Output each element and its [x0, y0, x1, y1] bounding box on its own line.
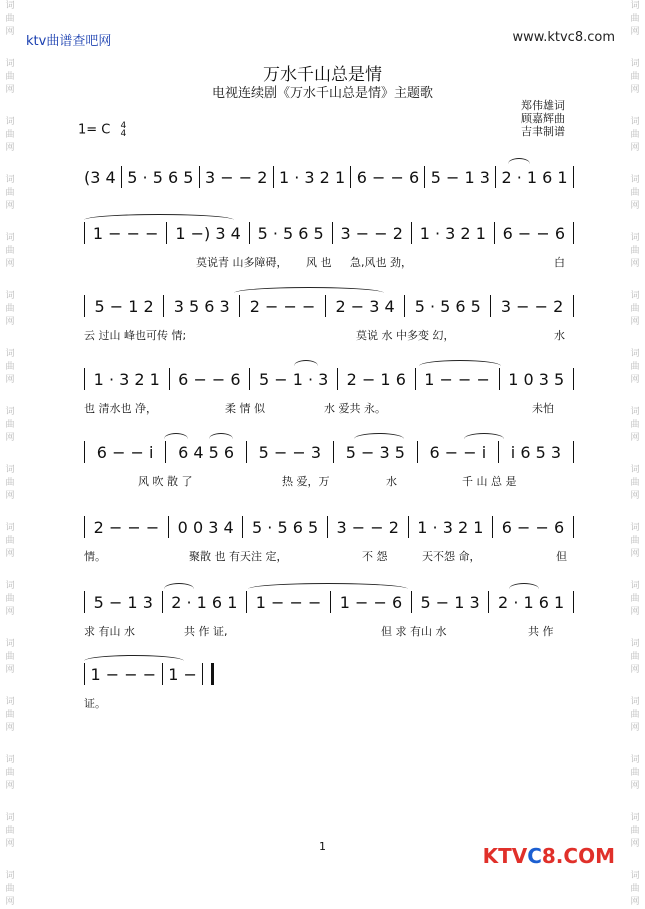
bar-line: [424, 166, 425, 188]
watermark-char: 网: [5, 201, 15, 211]
credits: [521, 99, 565, 138]
watermark-char: 曲: [5, 246, 15, 256]
watermark-char: 曲: [5, 130, 15, 140]
watermark-char: 网: [5, 723, 15, 733]
watermark-char: 曲: [5, 768, 15, 778]
watermark-char: 曲: [630, 594, 640, 604]
watermark-char: 词: [630, 349, 640, 359]
watermark-char: 词: [630, 175, 640, 185]
watermark-char: 曲: [5, 420, 15, 430]
lyric-segment: 风 吹 散 了: [138, 475, 193, 488]
watermark-char: 网: [630, 491, 640, 501]
final-bar-line: [211, 663, 214, 685]
notes-row: [84, 516, 574, 538]
watermark-char: 曲: [5, 826, 15, 836]
watermark-char: 网: [5, 85, 15, 95]
watermark-char: 曲: [5, 652, 15, 662]
lyric-segment: 但: [556, 550, 567, 563]
bar-line: [168, 516, 169, 538]
slur-arc: [248, 583, 408, 589]
watermark-char: 曲: [630, 826, 640, 836]
lyrics-row: [84, 548, 574, 564]
time-bottom: 4: [120, 129, 127, 139]
measure: 1 − − −: [424, 369, 490, 389]
watermark-char: 曲: [5, 536, 15, 546]
watermark-char: 词: [630, 59, 640, 69]
watermark-char: 曲: [630, 246, 640, 256]
measure: 1 − − −: [255, 592, 322, 612]
lyrics-row: [84, 198, 574, 214]
measure: 1 · 3 2 1: [419, 223, 486, 243]
score-line: [84, 214, 574, 294]
lyric-segment: 也 清水也 净，: [84, 402, 157, 415]
watermark-char: 词: [5, 465, 15, 475]
watermark-char: 词: [5, 639, 15, 649]
watermark-char: 网: [630, 201, 640, 211]
watermark-char: 网: [630, 27, 640, 37]
watermark-char: 曲: [630, 536, 640, 546]
measure: 3 − − 2: [340, 223, 403, 243]
bar-line: [162, 591, 163, 613]
measure: 1 −: [168, 664, 197, 684]
bar-line: [84, 295, 85, 317]
watermark-char: 网: [5, 317, 15, 327]
bar-line: [573, 591, 574, 613]
measure: 1 · 3 2 1: [93, 369, 160, 389]
lyric-segment: 风 也: [306, 256, 332, 269]
watermark-char: 词: [630, 1, 640, 11]
slur-arc: [234, 287, 384, 293]
watermark-char: 词: [5, 59, 15, 69]
watermark-char: 网: [630, 897, 640, 907]
watermark-char: 词: [630, 233, 640, 243]
lyric-segment: 热 爱，万: [282, 475, 330, 488]
notes-row: [84, 663, 214, 685]
measure: 5 · 5 6 5: [127, 167, 194, 187]
lyric-segment: 水 爱共 永。: [324, 402, 386, 415]
bar-line: [337, 368, 338, 390]
measure: 3 − − 2: [500, 296, 564, 316]
bar-line: [411, 591, 412, 613]
watermark-char: 网: [5, 665, 15, 675]
lyric-segment: 水: [554, 329, 565, 342]
watermark-char: 网: [5, 839, 15, 849]
watermark-char: 网: [5, 607, 15, 617]
watermark-char: 词: [5, 407, 15, 417]
bar-line: [350, 166, 351, 188]
watermark-char: 网: [630, 375, 640, 385]
watermark-char: 词: [5, 523, 15, 533]
watermark-char: 曲: [5, 188, 15, 198]
measure: 6 − − 6: [178, 369, 241, 389]
watermark-char: 曲: [630, 362, 640, 372]
measure: 5 − 3 5: [345, 442, 405, 462]
bar-line: [332, 222, 333, 244]
bar-line: [333, 441, 334, 463]
bar-line: [84, 368, 85, 390]
bar-line: [325, 295, 326, 317]
measure: 6 − − 6: [356, 167, 420, 187]
watermark-char: 网: [630, 839, 640, 849]
lyric-segment: 但 求 有山 水: [381, 625, 447, 638]
watermark-char: 网: [5, 375, 15, 385]
watermark-char: 曲: [5, 14, 15, 24]
watermark-char: 词: [630, 523, 640, 533]
watermark-char: 曲: [630, 768, 640, 778]
watermark-char: 词: [5, 697, 15, 707]
watermark-char: 词: [630, 581, 640, 591]
lyrics-row: [84, 327, 574, 343]
score-line: [84, 360, 574, 440]
watermark-char: 网: [5, 549, 15, 559]
bar-line: [84, 663, 85, 685]
bar-line: [246, 591, 247, 613]
lyric-segment: 千 山 总 是: [462, 475, 517, 488]
lyric-segment: 求 有山 水: [84, 625, 135, 638]
watermark-char: 网: [630, 723, 640, 733]
bar-line: [84, 441, 85, 463]
bar-line: [202, 663, 203, 685]
measure: 3 5 6 3: [173, 296, 230, 316]
time-top: 4: [120, 121, 127, 131]
bar-line: [499, 368, 500, 390]
key-signature: [78, 122, 126, 138]
watermark-char: 曲: [5, 304, 15, 314]
watermark-char: 网: [630, 607, 640, 617]
notes-row: [84, 368, 574, 390]
watermark-char: 曲: [5, 72, 15, 82]
slur-arc: [508, 158, 530, 164]
lyric-segment: 证。: [84, 697, 106, 710]
notes-row: [84, 591, 574, 613]
composer: 顾嘉辉曲: [521, 112, 565, 125]
bar-line: [404, 295, 405, 317]
measure: 1 − − −: [92, 223, 159, 243]
measure: 2 − − −: [93, 517, 160, 537]
watermark-char: 网: [5, 259, 15, 269]
watermark-char: 曲: [5, 884, 15, 894]
measure: 2 · 1 6 1: [498, 592, 565, 612]
watermark-char: 曲: [5, 478, 15, 488]
bar-line: [494, 222, 495, 244]
bar-line: [165, 441, 166, 463]
watermark-char: 词: [5, 117, 15, 127]
measure: 6 − − i: [96, 442, 154, 462]
measure: 6 − − 6: [502, 223, 566, 243]
lyric-segment: 情。: [84, 550, 106, 563]
song-subtitle: 电视连续剧《万水千山总是情》主题歌: [211, 86, 433, 101]
measure: 2 · 1 6 1: [171, 592, 238, 612]
watermark-char: 网: [630, 143, 640, 153]
bar-line: [84, 516, 85, 538]
measure: 3 − − 2: [204, 167, 268, 187]
measure: 1 · 3 2 1: [278, 167, 346, 187]
watermark-char: 词: [5, 755, 15, 765]
measure: 5 − 1 2: [94, 296, 154, 316]
watermark-char: 网: [5, 143, 15, 153]
bar-line: [573, 166, 574, 188]
slur-arc: [209, 433, 233, 439]
lyric-segment: 柔 情 似: [225, 402, 265, 415]
lyric-segment: 急,风也 劲，: [350, 256, 412, 269]
lyrics-row: [84, 254, 574, 270]
watermark-char: 网: [630, 549, 640, 559]
bar-line: [411, 222, 412, 244]
notes-row: [84, 441, 574, 463]
watermark-char: 词: [630, 407, 640, 417]
site-name-left[interactable]: ktv曲谱查吧网: [26, 34, 112, 49]
bar-line: [84, 222, 85, 244]
watermark-char: 曲: [5, 594, 15, 604]
notes-row: [84, 295, 574, 317]
watermark-char: 词: [5, 233, 15, 243]
bar-line: [330, 591, 331, 613]
site-url-right[interactable]: www.ktvc8.com: [512, 30, 615, 45]
measure: 1 − − −: [90, 664, 157, 684]
slur-arc: [419, 360, 501, 366]
measure: 0 0 3 4: [177, 517, 234, 537]
measure: 6 − − 6: [501, 517, 565, 537]
measure: 1 −) 3 4: [175, 223, 241, 243]
bar-line: [249, 222, 250, 244]
lyric-segment: 天不怨 命，: [422, 550, 481, 563]
bar-line: [249, 368, 250, 390]
bar-line: [239, 295, 240, 317]
bar-line: [573, 295, 574, 317]
bar-line: [327, 516, 328, 538]
measure: 5 − 1 3: [93, 592, 153, 612]
watermark-char: 网: [630, 317, 640, 327]
measure: 1 · 3 2 1: [417, 517, 484, 537]
lyrics-row: [84, 695, 574, 711]
measure: (3 4: [84, 167, 116, 187]
watermark-right: [627, 0, 643, 907]
slur-arc: [354, 433, 404, 439]
time-signature: [121, 122, 127, 138]
measure: i 6 5 3: [510, 442, 562, 462]
bar-line: [199, 166, 200, 188]
measure: 2 · 1 6 1: [501, 167, 568, 187]
slur-arc: [464, 433, 504, 439]
bar-line: [573, 516, 574, 538]
measure: 5 · 5 6 5: [257, 223, 324, 243]
watermark-char: 曲: [5, 710, 15, 720]
score-line: [84, 655, 234, 735]
measure: 5 · 5 6 5: [252, 517, 319, 537]
bar-line: [495, 166, 496, 188]
watermark-char: 词: [5, 175, 15, 185]
watermark-char: 网: [5, 27, 15, 37]
watermark-char: 词: [630, 639, 640, 649]
lyric-segment: 未怕: [532, 402, 554, 415]
bar-line: [415, 368, 416, 390]
score-line: [84, 583, 574, 663]
watermark-char: 网: [630, 85, 640, 95]
notes-row: [84, 222, 574, 244]
bar-line: [573, 368, 574, 390]
ktvc8-logo: [483, 844, 615, 868]
measure: 3 − − 2: [336, 517, 399, 537]
measure: 5 − 1 3: [430, 167, 490, 187]
measure: 6 − − i: [429, 442, 487, 462]
logo-c: C: [527, 844, 542, 868]
watermark-char: 词: [630, 871, 640, 881]
lyric-segment: 水: [386, 475, 397, 488]
lyric-segment: 共 作: [528, 625, 554, 638]
bar-line: [573, 222, 574, 244]
watermark-char: 词: [5, 871, 15, 881]
watermark-char: 曲: [630, 14, 640, 24]
arranger: 吉聿制谱: [521, 125, 565, 138]
bar-line: [498, 441, 499, 463]
watermark-char: 曲: [630, 72, 640, 82]
watermark-char: 词: [5, 581, 15, 591]
measure: 1 0 3 5: [508, 369, 565, 389]
measure: 2 − 1 6: [346, 369, 406, 389]
watermark-char: 词: [630, 291, 640, 301]
score-line: [84, 287, 574, 367]
bar-line: [84, 591, 85, 613]
watermark-char: 曲: [630, 884, 640, 894]
watermark-char: 网: [5, 433, 15, 443]
bar-line: [492, 516, 493, 538]
bar-line: [490, 295, 491, 317]
measure: 6 4 5 6: [178, 442, 235, 462]
lyric-segment: 聚散 也 有天注 定，: [189, 550, 288, 563]
watermark-char: 词: [630, 755, 640, 765]
watermark-char: 曲: [630, 188, 640, 198]
watermark-char: 曲: [630, 652, 640, 662]
measure: 5 · 5 6 5: [414, 296, 481, 316]
page-number: 1: [319, 840, 326, 853]
watermark-char: 词: [630, 117, 640, 127]
lyrics-row: [84, 623, 574, 639]
lyric-segment: 不 怨: [362, 550, 388, 563]
measure: 5 − 1 3: [420, 592, 480, 612]
watermark-char: 网: [630, 665, 640, 675]
bar-line: [121, 166, 122, 188]
watermark-char: 网: [630, 259, 640, 269]
watermark-char: 词: [5, 1, 15, 11]
key-label: 1= C: [78, 122, 111, 138]
watermark-char: 曲: [630, 420, 640, 430]
watermark-char: 网: [5, 897, 15, 907]
slur-arc: [294, 360, 318, 366]
measure: 2 − 3 4: [335, 296, 395, 316]
slur-arc: [84, 214, 234, 220]
measure: 1 − − 6: [339, 592, 403, 612]
watermark-char: 词: [630, 697, 640, 707]
bar-line: [488, 591, 489, 613]
lyric-segment: 莫说青 山多障碍，: [196, 256, 288, 269]
bar-line: [162, 663, 163, 685]
measure: 5 − 1 · 3: [258, 369, 329, 389]
watermark-char: 词: [5, 813, 15, 823]
logo-rest: 8.COM: [541, 844, 615, 868]
watermark-char: 曲: [630, 478, 640, 488]
bar-line: [169, 368, 170, 390]
measure: 5 − − 3: [258, 442, 322, 462]
lyric-segment: 云 过山 峰也可传 情;: [84, 329, 187, 342]
lyricist: 郑伟雄词: [521, 99, 565, 112]
watermark-char: 词: [630, 465, 640, 475]
watermark-char: 网: [5, 491, 15, 501]
watermark-char: 网: [630, 781, 640, 791]
watermark-char: 曲: [630, 130, 640, 140]
bar-line: [246, 441, 247, 463]
lyric-segment: 白: [554, 256, 565, 269]
slur-arc: [164, 583, 194, 589]
lyric-segment: 莫说 水 中多变 幻，: [356, 329, 455, 342]
bar-line: [273, 166, 274, 188]
watermark-char: 曲: [630, 304, 640, 314]
score-line: [84, 433, 574, 513]
score-line: [84, 508, 574, 588]
watermark-char: 曲: [630, 710, 640, 720]
notes-row: [84, 166, 574, 188]
slur-arc: [164, 433, 188, 439]
lyric-segment: 共 作 证,: [184, 625, 228, 638]
bar-line: [573, 441, 574, 463]
watermark-left: [2, 0, 18, 907]
watermark-char: 网: [5, 781, 15, 791]
bar-line: [417, 441, 418, 463]
watermark-char: 词: [5, 291, 15, 301]
measure: 2 − − −: [249, 296, 316, 316]
song-title: 万水千山总是情: [263, 65, 382, 85]
bar-line: [242, 516, 243, 538]
watermark-char: 词: [630, 813, 640, 823]
logo-main: KTV: [482, 844, 528, 868]
bar-line: [166, 222, 167, 244]
watermark-char: 曲: [5, 362, 15, 372]
lyrics-row: [84, 473, 574, 489]
bar-line: [408, 516, 409, 538]
slur-arc: [509, 583, 539, 589]
watermark-char: 词: [5, 349, 15, 359]
lyrics-row: [84, 400, 574, 416]
watermark-char: 网: [630, 433, 640, 443]
bar-line: [163, 295, 164, 317]
slur-arc: [84, 655, 184, 661]
